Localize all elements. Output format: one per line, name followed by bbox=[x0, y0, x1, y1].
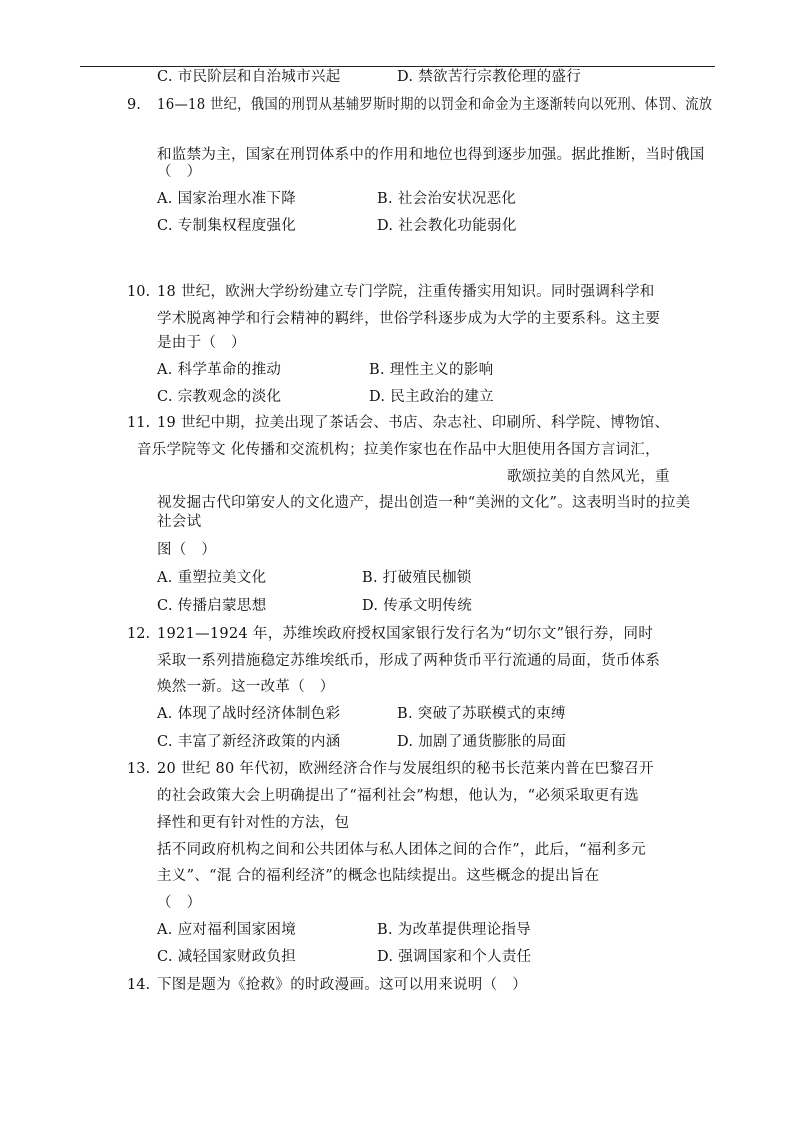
question-text: 括不同政府机构之间和公共团体与私人团体之间的合作”，此后，“福利多元 bbox=[157, 842, 647, 858]
question-number: 9. bbox=[127, 97, 141, 113]
question-text: 18 世纪，欧洲大学纷纷建立专门学院，注重传播实用知识。同时强调科学和 bbox=[157, 284, 655, 300]
question-number: 13. bbox=[127, 761, 151, 777]
question-text: 歌颂拉美的自然风光，重 bbox=[507, 469, 670, 485]
answer-option: A. 国家治理水准下降 bbox=[157, 191, 296, 207]
question-text: 学术脱离神学和行会精神的羁绊，世俗学科逐步成为大学的主要系科。这主要 bbox=[157, 311, 661, 327]
question-number: 14. bbox=[127, 977, 151, 993]
question-text: 20 世纪 80 年代初，欧洲经济合作与发展组织的秘书长范莱内普在巴黎召开 bbox=[157, 761, 654, 777]
answer-option: B. 社会治安状况恶化 bbox=[377, 191, 517, 207]
question-text: 图（ ） bbox=[157, 542, 217, 558]
answer-option: B. 为改革提供理论指导 bbox=[377, 922, 531, 938]
answer-option: C. 宗教观念的淡化 bbox=[157, 389, 282, 405]
answer-option: C. 丰富了新经济政策的内涵 bbox=[157, 734, 341, 750]
answer-option: B. 突破了苏联模式的束缚 bbox=[397, 706, 566, 722]
question-text: （ ） bbox=[157, 164, 202, 180]
answer-option: D. 社会教化功能弱化 bbox=[377, 218, 517, 234]
question-number: 12. bbox=[127, 626, 151, 642]
answer-option: C. 减轻国家财政负担 bbox=[157, 949, 297, 965]
question-text: 采取一系列措施稳定苏维埃纸币，形成了两种货币平行流通的局面，货币体系 bbox=[157, 653, 661, 669]
answer-option: D. 民主政治的建立 bbox=[369, 389, 494, 405]
question-number: 10. bbox=[127, 284, 151, 300]
question-text: 下图是题为《抢救》的时政漫画。这可以用来说明（ ） bbox=[157, 977, 527, 993]
answer-option: A. 体现了战时经济体制色彩 bbox=[157, 706, 341, 722]
answer-option: A. 应对福利国家困境 bbox=[157, 922, 296, 938]
question-number: 11. bbox=[127, 415, 151, 431]
question-text: 社会试 bbox=[157, 514, 202, 530]
question-text: 音乐学院等文 化传播和交流机构；拉美作家也在作品中大胆使用各国方言词汇， bbox=[137, 442, 660, 458]
question-text: 择性和更有针对性的方法，包 bbox=[157, 815, 350, 831]
question-text: 焕然一新。这一改革（ ） bbox=[157, 679, 335, 695]
answer-option: A. 科学革命的推动 bbox=[157, 362, 282, 378]
answer-option: A. 重塑拉美文化 bbox=[157, 570, 267, 586]
answer-option: D. 加剧了通货膨胀的局面 bbox=[397, 734, 567, 750]
answer-option: D. 强调国家和个人责任 bbox=[377, 949, 532, 965]
question-text: 1921—1924 年，苏维埃政府授权国家银行发行名为“切尔文”银行券，同时 bbox=[157, 626, 654, 642]
answer-option: C. 专制集权程度强化 bbox=[157, 218, 297, 234]
question-text: 16—18 世纪，俄国的刑罚从基辅罗斯时期的以罚金和命金为主逐渐转向以死刑、体罚、流放 bbox=[157, 97, 713, 113]
answer-option: C. 传播启蒙思想 bbox=[157, 598, 267, 614]
option-c-prev: C. 市民阶层和自治城市兴起 bbox=[157, 69, 341, 85]
answer-option: B. 理性主义的影响 bbox=[369, 362, 494, 378]
question-text: 的社会政策大会上明确提出了“福利社会”构想，他认为，“必须采取更有选 bbox=[157, 788, 639, 804]
answer-option: D. 传承文明传统 bbox=[362, 598, 473, 614]
answer-option: B. 打破殖民枷锁 bbox=[362, 570, 472, 586]
option-d-prev: D. 禁欲苦行宗教伦理的盛行 bbox=[397, 69, 582, 85]
question-text: （ ） bbox=[157, 895, 202, 911]
question-text: 视发掘古代印第安人的文化遗产，提出创造一种“美洲的文化”。这表明当时的拉美 bbox=[157, 495, 691, 511]
question-text: 和监禁为主，国家在刑罚体系中的作用和地位也得到逐步加强。据此推断，当时俄国 bbox=[157, 147, 705, 163]
question-text: 是由于（ ） bbox=[157, 335, 246, 351]
question-text: 19 世纪中期，拉美出现了茶话会、书店、杂志社、印刷所、科学院、博物馆、 bbox=[157, 415, 670, 431]
question-text: 主义”、“混 合的福利经济”的概念也陆续提出。这些概念的提出旨在 bbox=[157, 868, 600, 884]
